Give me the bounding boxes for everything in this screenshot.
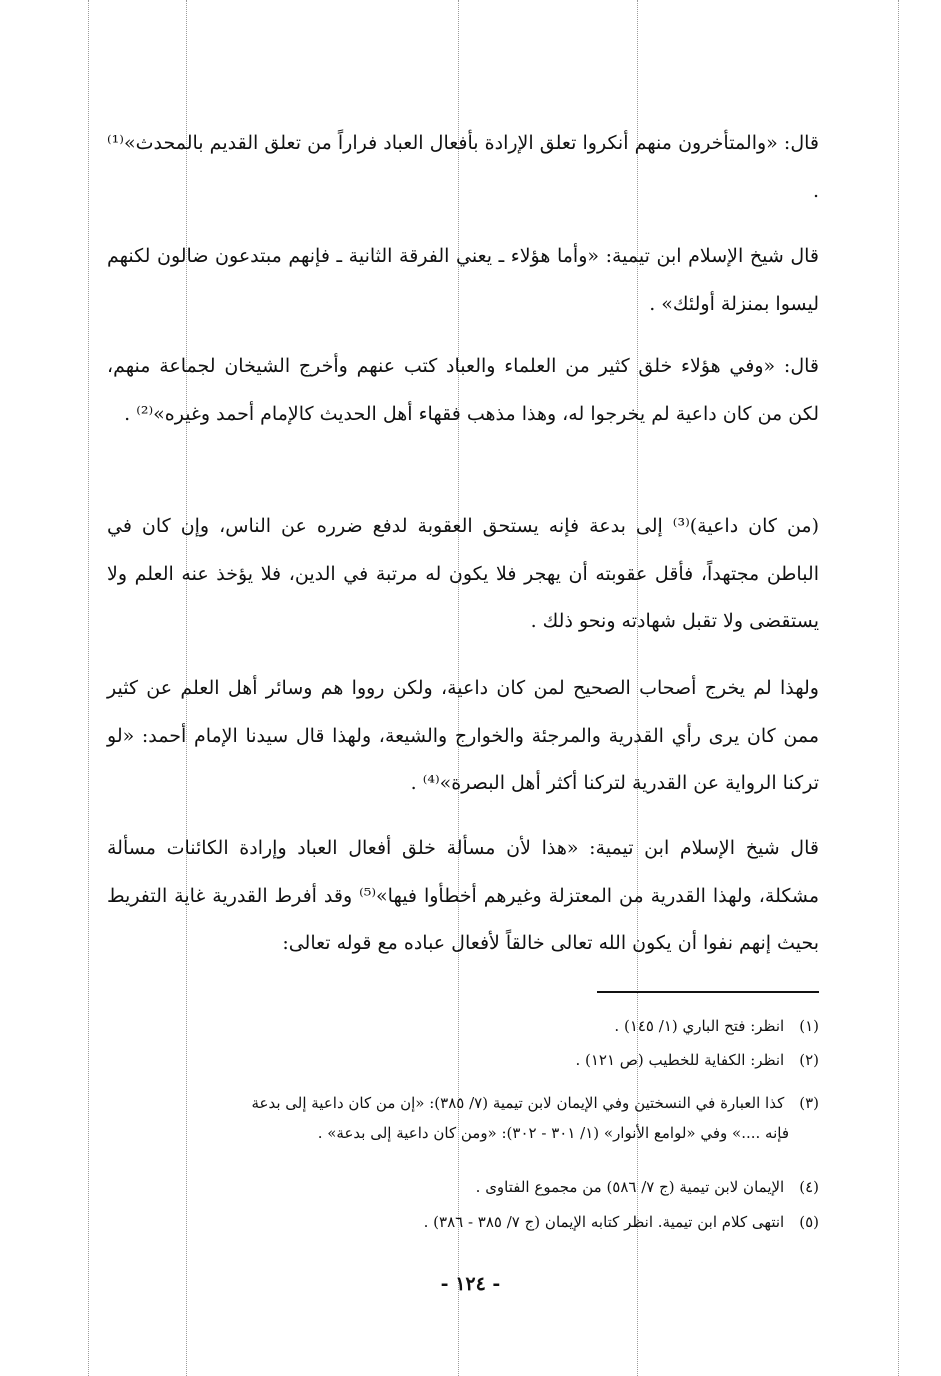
paragraph: ولهذا لم يخرج أصحاب الصحيح لمن كان داعية، ولكن رووا هم وسائر أهل العلم عن كثير ممن كان يرى رأي القدرية والمرجئة والخوارج والشيعة، ولهذا قال سيدنا الإمام أحمد: «لو تركنا الرواية عن القدرية لتركنا أكثر أهل البصرة»⁽⁴⁾ . <box>107 677 819 794</box>
footnote-text: الإيمان لابن تيمية (ج ٧/ ٥٨٦) من مجموع الفتاوى . <box>475 1178 785 1196</box>
footnote <box>107 1207 819 1237</box>
footnote <box>107 1088 819 1148</box>
paragraph: قال شيخ الإسلام ابن تيمية: «هذا لأن مسألة خلق أفعال العباد وإرادة الكائنات مسألة مشكلة، ولهذا القدرية من المعتزلة وغيرهم أخطأوا فيها»⁽⁵⁾ وقد أفرط القدرية غاية التفريط بحيث إنهم نفوا أن يكون الله تعالى خالقاً لأفعال عباده مع قوله تعالى: <box>107 837 819 954</box>
footnote-text: انظر: فتح الباري (١/ ١٤٥) . <box>614 1017 785 1035</box>
footnote <box>107 1011 819 1041</box>
footnote-number: (٤) <box>799 1178 819 1196</box>
footnote-separator <box>597 991 819 993</box>
paragraph: قال: «وفي هؤلاء خلق كثير من العلماء والعباد كتب عنهم وأخرج الشيخان لجماعة منهم، لكن من كان داعية لم يخرجوا له، وهذا مذهب فقهاء أهل الحديث كالإمام أحمد وغيره»⁽²⁾ . <box>107 355 819 425</box>
footnote-text: كذا العبارة في النسختين وفي الإيمان لابن تيمية (٧/ ٣٨٥): «إن من كان داعية إلى بدعة <box>251 1094 785 1112</box>
paragraph: (من كان داعية)⁽³⁾ إلى بدعة فإنه يستحق العقوبة لدفع ضرره عن الناس، وإن كان في الباطن مجتهداً، فأقل عقوبته أن يهجر فلا يكون له مرتبة في الدين، فلا يؤخذ عنه العلم ولا يستقضى ولا تقبل شهادته ونحو ذلك . <box>107 515 819 632</box>
paragraph: قال شيخ الإسلام ابن تيمية: «وأما هؤلاء ـ يعني الفرقة الثانية ـ فإنهم مبتدعون ضالون لكنهم ليسوا بمنزلة أولئك» . <box>107 245 819 315</box>
footnote-continuation: فإنه ....» وفي «لوامع الأنوار» (١/ ٣٠١ - ٣٠٢): «ومن كان داعية إلى بدعة» . <box>317 1124 789 1142</box>
footnote <box>107 1045 819 1075</box>
scan-guide-line <box>88 0 89 1376</box>
footnote-number: (٥) <box>799 1213 819 1231</box>
footnote-number: (١) <box>799 1017 819 1035</box>
page-number: - ١٢٤ - <box>440 1273 501 1295</box>
footnote-number: (٢) <box>799 1051 819 1069</box>
paragraph: قال: «والمتأخرون منهم أنكروا تعلق الإرادة بأفعال العباد فراراً من تعلق القديم بالمحدث»⁽¹⁾ . <box>107 132 819 202</box>
footnote-text: انتهى كلام ابن تيمية. انظر كتابه الإيمان (ج ٧/ ٣٨٥ - ٣٨٦) . <box>423 1213 785 1231</box>
footnote-text: انظر: الكفاية للخطيب (ص ١٢١) . <box>575 1051 785 1069</box>
footnote <box>107 1172 819 1202</box>
footnote-number: (٣) <box>799 1094 819 1112</box>
scan-guide-line <box>898 0 899 1376</box>
